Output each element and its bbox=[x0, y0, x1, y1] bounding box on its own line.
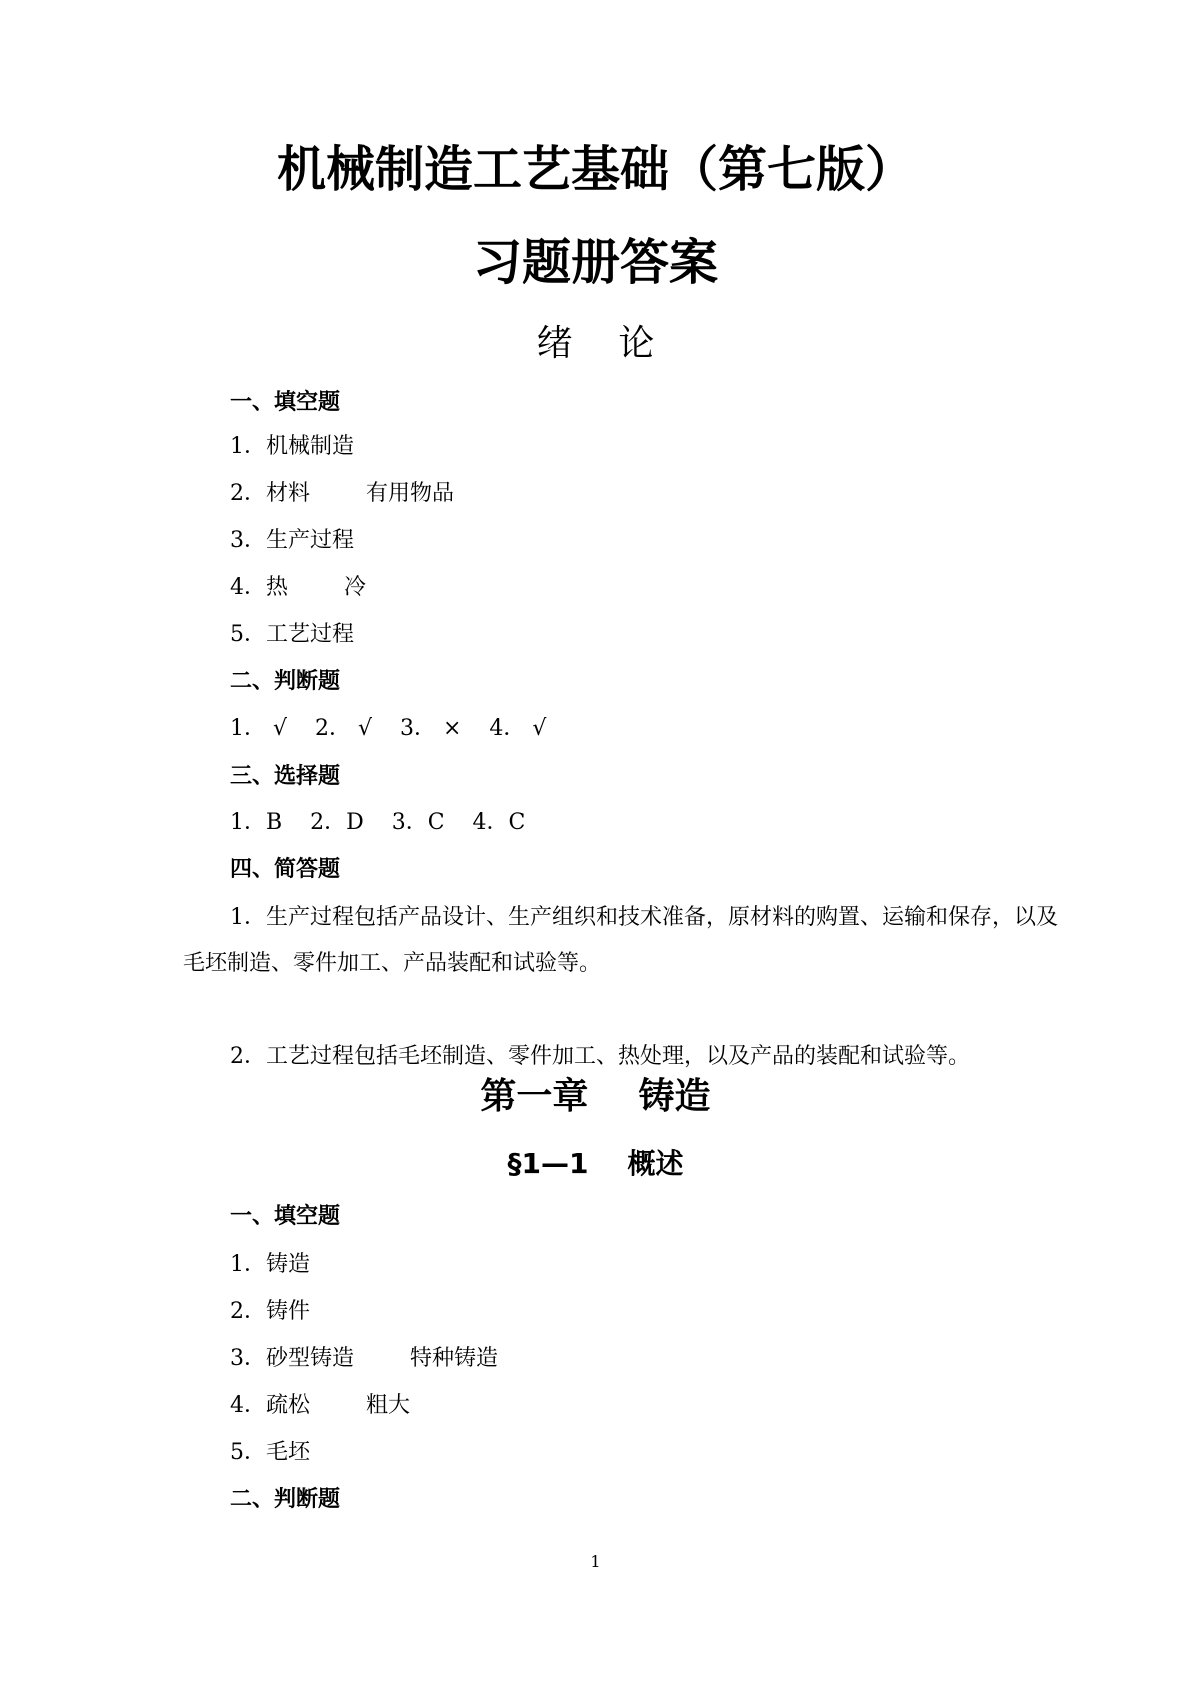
intro-choice-answers: 1．B 2．D 3．C 4．C bbox=[230, 810, 526, 835]
intro-judge-heading: 二、判断题 bbox=[230, 669, 341, 694]
ch1-fill-item: 5．毛坯 bbox=[230, 1440, 310, 1465]
ch1-fill-item: 1．铸造 bbox=[230, 1252, 310, 1277]
ch1-fill-item: 4．疏松 粗大 bbox=[230, 1393, 410, 1418]
ch1-fill-item: 3．砂型铸造 特种铸造 bbox=[230, 1346, 498, 1371]
intro-short-answer-1: 1．生产过程包括产品设计、生产组织和技术准备，原材料的购置、运输和保存，以及毛坯制造、零件加工、产品装配和试验等。 bbox=[183, 905, 1058, 976]
intro-fill-item: 3．生产过程 bbox=[230, 528, 354, 553]
intro-choice-heading: 三、选择题 bbox=[230, 764, 341, 789]
page-number: 1 bbox=[590, 1552, 601, 1571]
intro-short-answer-2: 2．工艺过程包括毛坯制造、零件加工、热处理，以及产品的装配和试验等。 bbox=[230, 1044, 970, 1069]
document-title: 机械制造工艺基础（第七版） bbox=[276, 141, 914, 198]
intro-short-heading: 四、简答题 bbox=[230, 857, 341, 882]
intro-fill-item: 2．材料 有用物品 bbox=[230, 481, 454, 506]
intro-judge-answers: 1． √ 2． √ 3． × 4． √ bbox=[230, 716, 547, 741]
chapter-heading: 第一章 铸造 bbox=[480, 1076, 711, 1117]
intro-fill-item: 1．机械制造 bbox=[230, 434, 354, 459]
intro-fill-item: 5．工艺过程 bbox=[230, 622, 354, 647]
intro-heading: 绪 论 bbox=[536, 323, 655, 364]
ch1-fill-heading: 一、填空题 bbox=[230, 1204, 341, 1229]
document-subtitle: 习题册答案 bbox=[472, 234, 718, 291]
ch1-judge-heading: 二、判断题 bbox=[230, 1487, 341, 1512]
section-heading: §1—1 概述 bbox=[507, 1147, 684, 1180]
intro-fill-heading: 一、填空题 bbox=[230, 390, 341, 415]
intro-fill-item: 4．热 冷 bbox=[230, 575, 366, 600]
ch1-fill-item: 2．铸件 bbox=[230, 1299, 310, 1324]
